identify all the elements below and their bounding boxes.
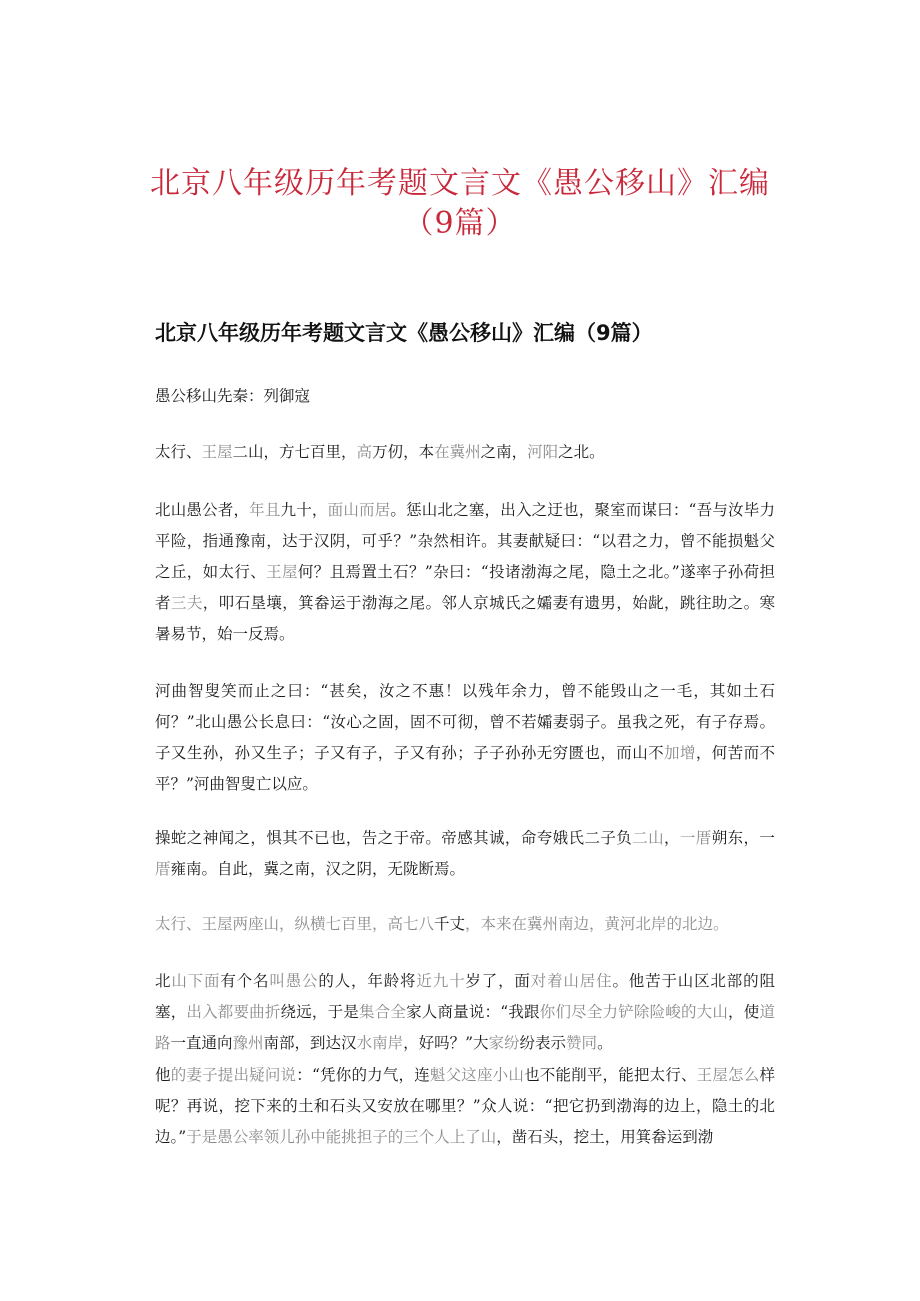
text-segment: 豫州 — [232, 1034, 264, 1052]
text-segment: ，使 — [728, 1003, 760, 1021]
text-segment: 出入都要曲折 — [186, 1003, 281, 1021]
text-segment: 朔东，一 — [711, 829, 775, 847]
text-segment: 的人，年龄将 — [318, 972, 417, 990]
text-segment: ，叩石垦壤，箕畚运于渤海之尾。邻人京城氏之孀妻有遗男，始龀，跳往助之。寒暑易节，始一反焉。 — [155, 594, 775, 643]
paragraph — [155, 437, 775, 468]
text-segment: 你们尽全力铲除险峻的大山 — [539, 1003, 729, 1021]
text-segment: 他 — [155, 1066, 171, 1084]
text-segment: 面山而居 — [327, 501, 391, 519]
text-segment: ，好吗？”大 — [403, 1034, 489, 1052]
text-segment: 北山愚公者， — [155, 501, 250, 519]
text-segment: 也不能削平，能把太行、 — [524, 1066, 697, 1084]
text-segment: 集合全 — [359, 1003, 407, 1021]
paragraph — [155, 909, 775, 940]
text-segment: 赞同 — [566, 1034, 598, 1052]
text-segment: 北 — [155, 972, 172, 990]
text-segment: 的妻子提出疑问说 — [170, 1066, 297, 1084]
text-segment: 魁父这座小山 — [429, 1066, 525, 1084]
paragraph — [155, 823, 775, 885]
text-segment: 年且 — [249, 501, 281, 519]
text-segment: 绕远，于是 — [280, 1003, 360, 1021]
text-segment: 王屋 — [266, 563, 298, 581]
text-segment: 太行、 — [155, 443, 202, 461]
text-segment: 操蛇之神闻之，惧其不已也，告之于帝。帝感其诚，命夸娥氏二子负 — [155, 829, 633, 847]
text-segment: 叫愚公 — [269, 972, 319, 990]
text-segment: 太行、王屋两座山，纵横七百里，高七八 — [155, 915, 435, 933]
text-segment: 一厝 — [679, 829, 712, 847]
text-segment: 之北。 — [558, 443, 605, 461]
text-segment: 家人商量说：“我跟 — [406, 1003, 540, 1021]
text-segment: 九十， — [280, 501, 328, 519]
text-segment: 家纷 — [488, 1034, 520, 1052]
text-segment: 。他苦于山区北部的阻塞， — [155, 972, 775, 1021]
text-segment: 一直通向 — [170, 1034, 233, 1052]
text-segment: 三夫 — [170, 594, 203, 612]
text-segment: 王屋 — [201, 443, 233, 461]
text-segment: 万仞，本 — [372, 443, 435, 461]
text-segment: 水南岸 — [356, 1034, 404, 1052]
text-segment: ，凿石头，挖土，用箕畚运到渤 — [496, 1128, 714, 1146]
text-segment: 高 — [356, 443, 373, 461]
text-segment: 山下面 — [171, 972, 221, 990]
text-segment: 岁了，面 — [465, 972, 531, 990]
text-segment: 何？且焉置土石？”杂曰：“投诸渤海之尾，隐土之北。”遂率子孙荷担者 — [155, 563, 775, 612]
text-segment: 二山 — [632, 829, 664, 847]
text-segment: 道路 — [155, 1003, 775, 1052]
text-segment: 二山，方七百里， — [232, 443, 357, 461]
text-segment: 近九十 — [416, 972, 466, 990]
sub-title: 北京八年级历年考题文言文《愚公移山》汇编（9篇） — [155, 321, 653, 345]
text-segment: 雍南。自此，冀之南，汉之阴，无陇断焉。 — [170, 860, 466, 878]
text-segment: 。 — [597, 1034, 613, 1052]
text-segment: 千丈 — [434, 915, 466, 933]
text-segment: 纷表示 — [519, 1034, 567, 1052]
main-title: 北京八年级历年考题文言文《愚公移山》汇编（9篇） — [150, 166, 770, 241]
text-segment: 之南， — [480, 443, 528, 461]
text-segment: 于是愚公率领儿孙中能挑担子的三个人上了山 — [186, 1128, 497, 1146]
text-segment: ：“凭你的力气，连 — [296, 1066, 430, 1084]
text-segment: 。惩山北之塞，出入之迂也，聚室而谋曰：“吾与汝毕力平险，指通豫南，达于汉阴，可乎？”杂然相许。其妻献疑曰：“以君之力，曾不能损魁父之丘，如太行、 — [155, 501, 775, 581]
text-segment: 对着山居住 — [530, 972, 613, 990]
text-segment: 有个名 — [220, 972, 270, 990]
text-segment: 厝 — [155, 860, 171, 878]
text-segment: 在冀州 — [434, 443, 481, 461]
text-segment: 王屋怎么 — [696, 1066, 760, 1084]
text-segment: ，本来在冀州南边，黄河北岸的北边。 — [465, 915, 729, 933]
text-segment: 河阳 — [527, 443, 559, 461]
text-segment: ，何苦而不平？”河曲智叟亡以应。 — [155, 744, 775, 793]
text-segment: 样呢？再说，挖下来的土和石头又安放在哪里？”众人说：“把它扔到渤海的边上，隐土的北边。” — [155, 1066, 775, 1146]
text-segment: 河曲智叟笑而止之曰：“甚矣，汝之不惠！以残年余力，曾不能毁山之一毛，其如土石何？”北山愚公长息曰：“汝心之固，固不可彻，曾不若孀妻弱子。虽我之死，有子存焉。子又生孙，孙又生子；子又有子，子又有孙；子子孙孙无穷匮也，而山不 — [155, 682, 775, 762]
paragraph — [155, 1060, 775, 1153]
text-segment: 加增 — [664, 744, 696, 762]
text-segment: ， — [664, 829, 680, 847]
text-segment: 南部，到达汉 — [263, 1034, 357, 1052]
author-line: 愚公移山先秦：列御寇 — [155, 387, 311, 405]
paragraph — [155, 966, 775, 1059]
paragraph — [155, 495, 775, 650]
paragraph — [155, 676, 775, 800]
